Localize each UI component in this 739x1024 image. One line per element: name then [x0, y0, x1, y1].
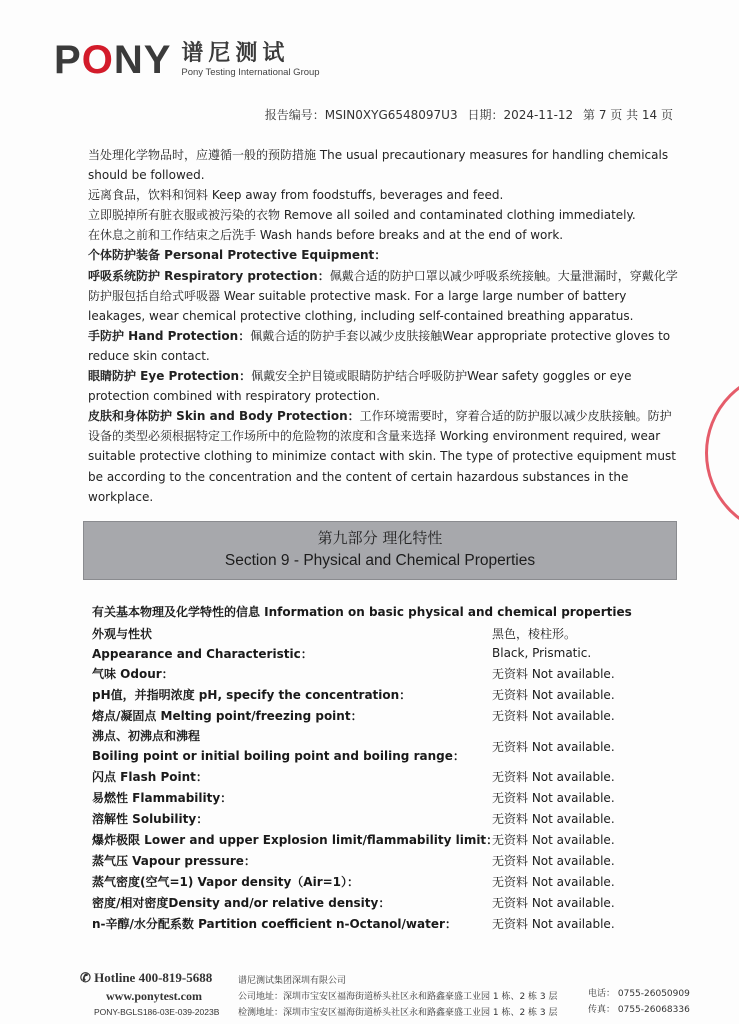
page-footer: [0, 970, 739, 1024]
skin-heading: 皮肤和身体防护 Skin and Body Protection：: [88, 409, 360, 424]
property-row: 外观与性状 黑色，棱柱形。: [92, 626, 577, 641]
properties-title: 有关基本物理及化学特性的信息 Information on basic physical and chemical properties: [92, 605, 632, 619]
respiratory-heading: 呼吸系统防护 Respiratory protection：: [88, 268, 330, 283]
logo-wordmark: PONY: [54, 38, 172, 82]
paragraph: 眼睛防护 Eye Protection：佩戴安全护目镜或眼睛防护结合呼吸防护Wear safety goggles or eye protection combined with respiratory protection.: [88, 369, 632, 404]
hand-heading: 手防护 Hand Protection：: [88, 328, 251, 343]
paragraph: 手防护 Hand Protection：佩戴合适的防护手套以减少皮肤接触Wear appropriate protective gloves to reduce skin contact.: [88, 328, 671, 363]
section-header: [83, 521, 677, 580]
telephone: 电话： 0755-26050909: [588, 989, 690, 999]
paragraph: 立即脱掉所有脏衣服或被污染的衣物 Remove all soiled and contaminated clothing immediately.: [88, 208, 636, 223]
paragraph: 在休息之前和工作结束之后洗手 Wash hands before breaks and at the end of work.: [88, 228, 564, 243]
paragraph: 呼吸系统防护 Respiratory protection：佩戴合适的防护口罩以减少呼吸系统接触。大量泄漏时，穿戴化学防护服包括自给式呼吸器 Wear suitable protective mask. For a large large number of battery leakages, wear chemical protective clothing, including self-contained breathing apparatus.: [88, 268, 678, 323]
hotline: ✆ Hotline 400-819-5688: [80, 970, 213, 985]
property-row: 蒸气压 Vapour pressure： 无资料 Not available.: [92, 854, 615, 868]
property-row: 溶解性 Solubility： 无资料 Not available.: [92, 812, 615, 826]
report-date: 日期：2024-11-12: [467, 108, 574, 122]
pony-logo: [54, 40, 320, 80]
fax: 传真： 0755-26068336: [588, 1005, 690, 1015]
paragraph: 当处理化学物品时，应遵循一般的预防措施 The usual precautionary measures for handling chemicals should be followed.: [88, 148, 669, 183]
logo-chinese-name: 谱尼测试: [181, 41, 290, 66]
company-address: 公司地址：深圳市宝安区福海街道桥头社区永和路鑫豪盛工业园 1 栋、2 栋 3 层: [238, 992, 558, 1002]
report-info: [259, 106, 673, 123]
website: www.ponytest.com: [106, 989, 202, 1003]
testing-address: 检测地址：深圳市宝安区福海街道桥头社区永和路鑫豪盛工业园 1 栋、2 栋 3 层: [238, 1008, 558, 1018]
section-title-cn: 第九部分 理化特性: [317, 529, 443, 547]
document-code: PONY-BGLS186-03E-039-2023B: [94, 1007, 220, 1017]
property-row: 气味 Odour： 无资料 Not available.: [92, 667, 615, 681]
property-row: 蒸气密度(空气=1) Vapor density（Air=1）： 无资料 Not available.: [92, 875, 615, 889]
section-title-en: Section 9 - Physical and Chemical Properties: [224, 552, 536, 569]
company-name: 谱尼测试集团深圳有限公司: [238, 976, 347, 986]
phone-icon: ✆: [80, 970, 95, 985]
eye-heading: 眼睛防护 Eye Protection：: [88, 369, 252, 384]
red-seal-stamp: [705, 370, 739, 536]
property-row: 闪点 Flash Point： 无资料 Not available.: [92, 770, 615, 784]
paragraph: 皮肤和身体防护 Skin and Body Protection：工作环境需要时，穿着合适的防护服以减少皮肤接触。防护设备的类型必须根据特定工作场所中的危险物的浓度和含量来选择 Working environment required, wear suitable protective clothing to minimize contact with skin. The type of protective equipment must be according to the concentration and the content of certain hazardous substances in the workplace.: [88, 409, 676, 504]
property-row: 沸点、初沸点和沸程 Boiling point or initial boiling point and boiling range： 无资料 Not available.: [92, 729, 615, 763]
logo-english-name: Pony Testing International Group: [181, 67, 320, 78]
page-indicator: 第 7 页 共 14 页: [583, 108, 673, 122]
properties-table: [92, 623, 642, 934]
handling-text: [88, 145, 678, 507]
property-row: pH值，并指明浓度 pH, specify the concentration： 无资料 Not available.: [92, 688, 615, 702]
property-row: 熔点/凝固点 Melting point/freezing point： 无资料 Not available.: [92, 709, 615, 723]
paragraph: 远离食品，饮料和饲料 Keep away from foodstuffs, beverages and feed.: [88, 188, 504, 203]
property-row: 爆炸极限 Lower and upper Explosion limit/flammability limit： 无资料 Not available.: [92, 833, 615, 847]
ppe-heading: 个体防护装备 Personal Protective Equipment：: [88, 248, 387, 263]
report-number: 报告编号：MSIN0XYG6548097U3: [264, 108, 458, 122]
property-row: Appearance and Characteristic： Black, Prismatic.: [92, 646, 592, 661]
property-row: 密度/相对密度Density and/or relative density： 无资料 Not available.: [92, 896, 615, 910]
property-row: 易燃性 Flammability： 无资料 Not available.: [92, 791, 615, 805]
property-row: n-辛醇/水分配系数 Partition coefficient n-Octanol/water： 无资料 Not available.: [92, 917, 615, 931]
